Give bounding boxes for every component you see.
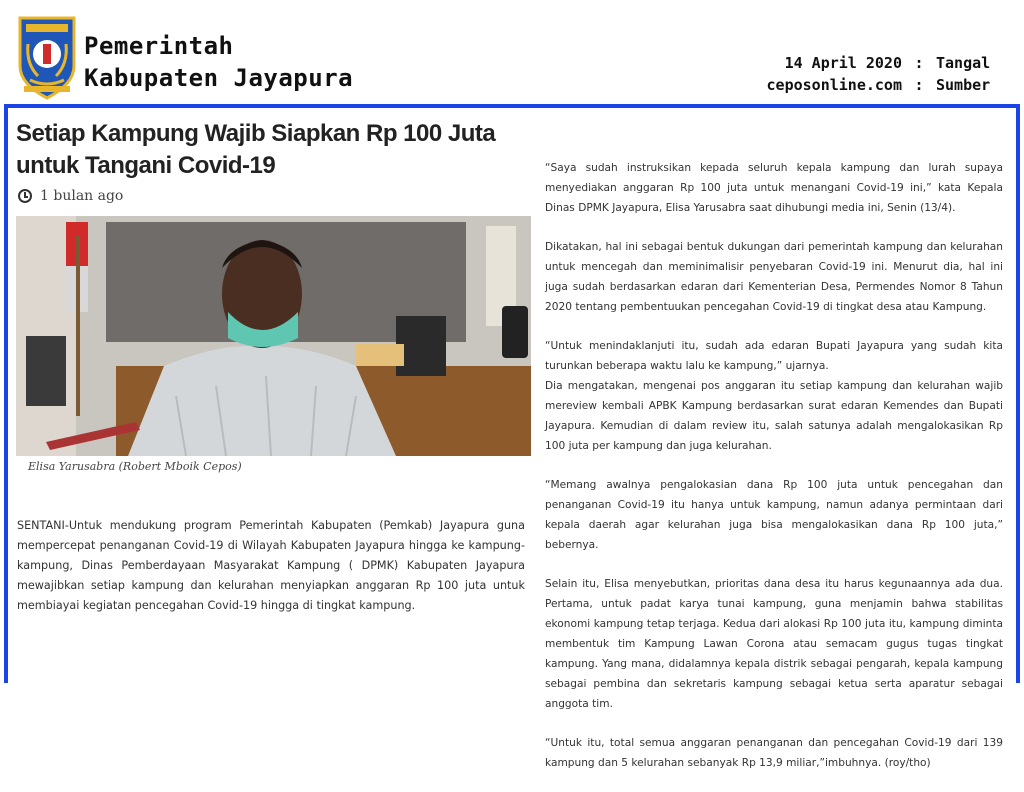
body-paragraph: Selain itu, Elisa menyebutkan, prioritas dana desa itu harus kegunaannya ada dua. Pertama, untuk padat karya tunai kampung, guna menjamin bahwa stabilitas ekonomi kampung tetap terjaga. Kedua dari alokasi Rp 100 juta itu, kampung diminta membentuk tim Kampung Lawan Corona atau semacam gugus tugas tingkat kampung. Yang mana, didalamnya kepala distrik sebagai pengarah, kepala kampung sebagai pembina dan sekretaris kampung sebagai ketua serta aparatur sebagai anggota tim.	[545, 578, 1003, 710]
source-separator: :	[914, 76, 924, 94]
article-time: 1 bulan ago	[40, 188, 124, 204]
article-lead-paragraph: SENTANI-Untuk mendukung program Pemerintah Kabupaten (Pemkab) Jayapura guna mempercepat penanganan Covid-19 di Wilayah Kabupaten Jayapura hingga ke kampung-kampung, Dinas Pemberdayaan Masyarakat Kampung ( DPMK) Kabupaten Jayapura mewajibkan setiap kampung dan kelurahan menyiapkan anggaran Rp 100 juta untuk membiayai kegiatan pencegahan Covid-19 hingga di tingkat kampung.	[17, 519, 525, 612]
date-separator: :	[914, 54, 924, 72]
tissue-box	[356, 344, 404, 366]
article-photo	[16, 216, 531, 456]
org-line-1: Pemerintah	[84, 32, 234, 60]
article-body	[545, 158, 1003, 792]
clock-icon	[18, 189, 32, 203]
date-value: 14 April 2020	[784, 54, 902, 72]
article-timestamp	[18, 186, 123, 206]
source-row	[767, 74, 1002, 96]
body-paragraph: “Saya sudah instruksikan kepada seluruh kepala kampung dan lurah supaya menyediakan anggaran Rp 100 juta untuk menangani Covid-19 ini,” kata Kepala Dinas DPMK Jayapura, Elisa Yarusabra saat dihubungi media ini, Senin (13/4).	[545, 162, 1003, 214]
left-chair	[26, 336, 66, 406]
date-key: Tangal	[936, 54, 991, 72]
article-title: Setiap Kampung Wajib Siapkan Rp 100 Juta untuk Tangani Covid-19	[16, 120, 496, 179]
body-paragraph: “Memang awalnya pengalokasian dana Rp 100 juta untuk pencegahan dan penanganan Covid-19 itu hanya untuk kampung, namun adanya permintaan dari kepala daerah agar kelurahan juga bisa mengalokasikan dana Rp 100 juta,” bebernya.	[545, 479, 1003, 551]
body-paragraph: “Untuk itu, total semua anggaran penanganan dan pencegahan Covid-19 dari 139 kampung dan 5 kelurahan sebanyak Rp 13,9 miliar,”imbuhnya. (roy/tho)	[545, 737, 1003, 769]
body-paragraph: Dikatakan, hal ini sebagai bentuk dukungan dari pemerintah kampung dan kelurahan untuk mencegah dan meminimalisir penyebaran Covid-19 ini. Menurut dia, hal ini juga sudah berdasarkan edaran dari Kementerian Desa, Permendes Nomor 8 Tahun 2020 tentang pembentuukan pencegahan Covid-19 di tingkat desa atau Kampung.	[545, 241, 1003, 313]
clipping-header	[0, 0, 1024, 104]
source-key: Sumber	[936, 76, 991, 94]
article-right-column	[545, 110, 1007, 769]
source-value: ceposonline.com	[766, 76, 902, 94]
article-left-column	[12, 110, 534, 683]
body-paragraph: Dia mengatakan, mengenai pos anggaran itu setiap kampung dan kelurahan wajib mereview kembali APBK Kampung berdasarkan surat edaran Kemendes dan Bupati Jayapura. Kemudian di dalam review itu, salah satunya adalah mengalokasikan Rp 100 juta per kampung dan juga kelurahan.	[545, 380, 1003, 452]
photo-caption: Elisa Yarusabra (Robert Mboik Cepos)	[28, 460, 242, 473]
clipping-meta	[767, 52, 1002, 96]
kabupaten-jayapura-emblem-icon	[16, 14, 78, 100]
photo-illustration	[16, 216, 531, 456]
org-line-2: Kabupaten Jayapura	[84, 64, 354, 92]
recorder-phone	[502, 306, 528, 358]
body-paragraph: “Untuk menindaklanjuti itu, sudah ada edaran Bupati Jayapura yang sudah kita turunkan beberapa waktu lalu ke kampung,” ujarnya.	[545, 340, 1003, 372]
organization-name	[84, 30, 353, 94]
date-row	[767, 52, 1002, 74]
